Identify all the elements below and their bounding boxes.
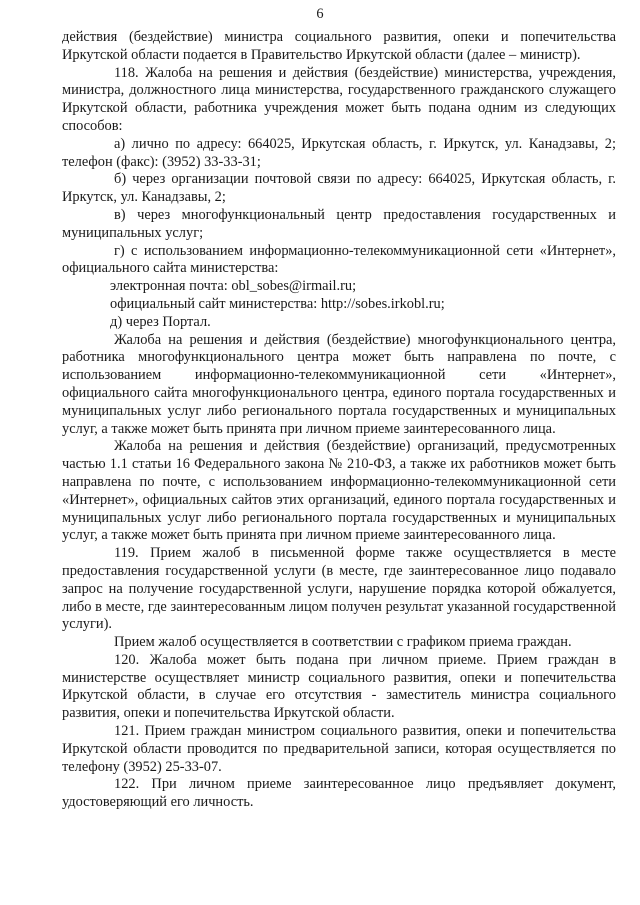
- paragraph-118-b: б) через организации почтовой связи по адресу: 664025, Иркутская область, г. Иркутск, ул. Канадзавы, 2;: [62, 171, 616, 206]
- paragraph-119: 119. Прием жалоб в письменной форме также осуществляется в месте предоставления государственной услуги (в месте, где заинтересованное лицо подавало запрос на получение государственной услуги, нарушение порядка которой обжалуется, либо в месте, где заинтересованным лицом получен результат указанной государственной услуги).: [62, 545, 616, 633]
- paragraph-118-v: в) через многофункциональный центр предоставления государственных и муниципальных услуг;: [62, 206, 616, 241]
- page-number: 6: [316, 6, 324, 22]
- paragraph-118: 118. Жалоба на решения и действия (бездействие) министерства, учреждения, министра, должностного лица министерства, государственного гражданского служащего Иркутской области, работника учреждения может быть подана одним из следующих способов:: [62, 64, 616, 134]
- paragraph-continuation: действия (бездействие) министра социального развития, опеки и попечительства Иркутской области подается в Правительство Иркутской области (далее – министр).: [62, 29, 616, 63]
- website-line: официальный сайт министерства: http://sobes.irkobl.ru;: [110, 295, 445, 312]
- paragraph-mfc-complaint: Жалоба на решения и действия (бездействие) многофункционального центра, работника многофункционального центра может быть направлена по почте, с использованием информационно-телекоммуникационной сети «Интернет», официального сайта многофункционального центра, единого портала государственных и муниципальных услуг либо регионального портала государственных и муниципальных услуг, а также может быть принята при личном приеме заинтересованного лица.: [62, 331, 616, 437]
- paragraph-schedule: Прием жалоб осуществляется в соответствии с графиком приема граждан.: [114, 634, 572, 651]
- paragraph-organizations-complaint: Жалоба на решения и действия (бездействие) организаций, предусмотренных частью 1.1 статьи 16 Федерального закона № 210-ФЗ, а также их работников может быть направлена по почте, с использованием информационно-телекоммуникационной сети «Интернет», официальных сайтов этих организаций, единого портала государственных и муниципальных услуг либо регионального портала государственных и муниципальных услуг, а также может быть принята при личном приеме заинтересованного лица.: [62, 438, 616, 544]
- paragraph-118-d: д) через Портал.: [110, 313, 211, 330]
- paragraph-120: 120. Жалоба может быть подана при личном приеме. Прием граждан в министерстве осуществляет министр социального развития, опеки и попечительства Иркутской области, в случае его отсутствия - заместитель министра социального развития, опеки и попечительства Иркутской области.: [62, 651, 616, 722]
- document-body: [62, 29, 616, 812]
- email-line: электронная почта: obl_sobes@irmail.ru;: [110, 278, 357, 295]
- paragraph-118-g: г) с использованием информационно-телекоммуникационной сети «Интернет», официального сайта министерства:: [62, 242, 616, 277]
- paragraph-118-a: а) лично по адресу: 664025, Иркутская область, г. Иркутск, ул. Канадзавы, 2; телефон (факс): (3952) 33-33-31;: [62, 135, 616, 170]
- paragraph-122: 122. При личном приеме заинтересованное лицо предъявляет документ, удостоверяющий его личность.: [62, 776, 616, 811]
- paragraph-121: 121. Прием граждан министром социального развития, опеки и попечительства Иркутской области проводится по предварительной записи, которая осуществляется по телефону (3952) 25-33-07.: [62, 723, 616, 775]
